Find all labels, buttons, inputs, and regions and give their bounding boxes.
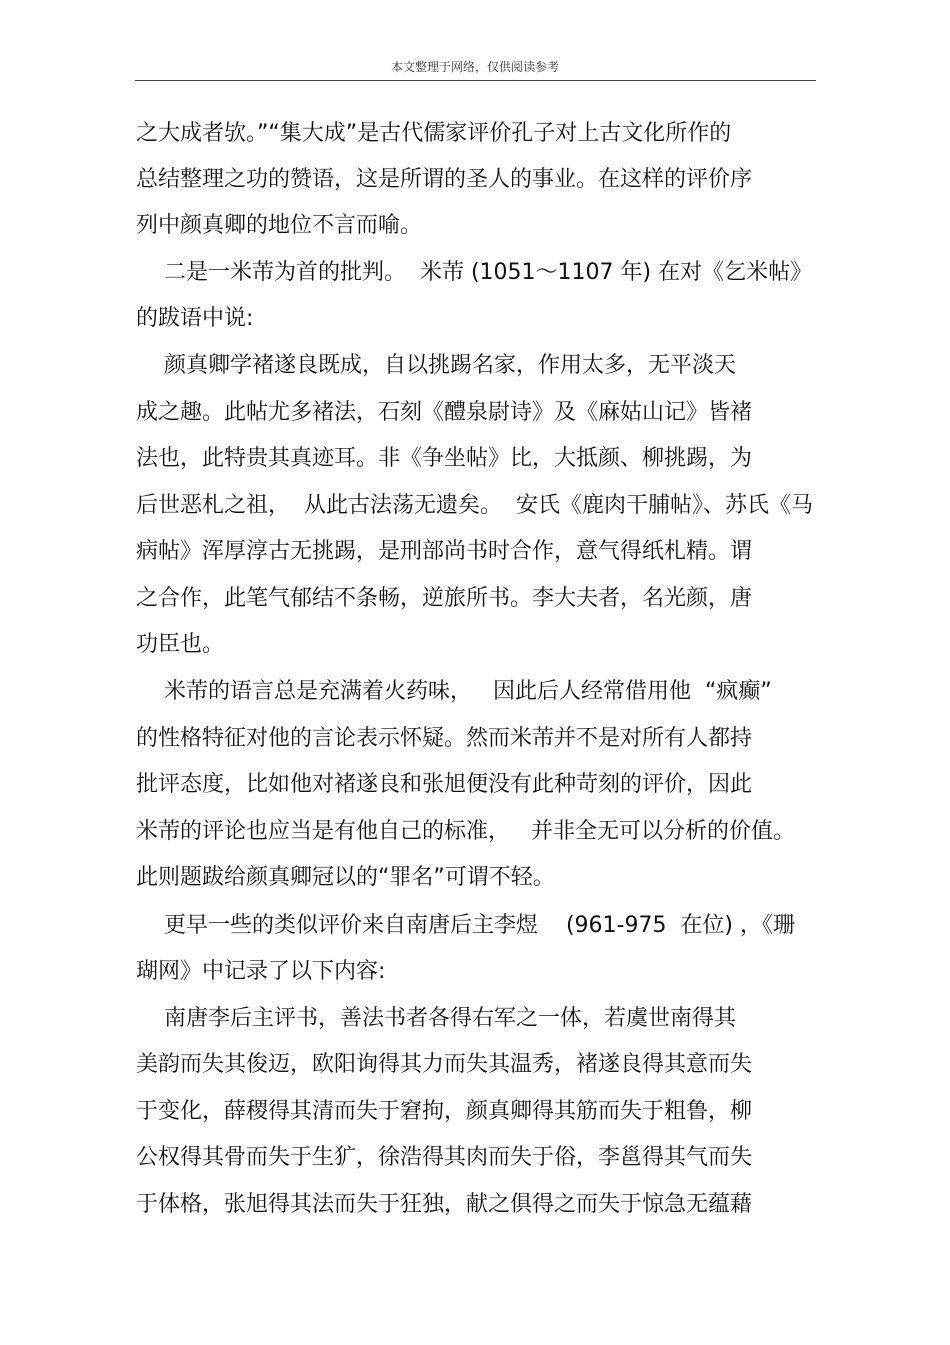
page-header: 本文整理于网络，仅供阅读参考: [390, 60, 559, 74]
text-line: 此则题跋给颜真卿冠以的“罪名”可谓不轻。: [136, 865, 555, 890]
text-line: 列中颜真卿的地位不言而喻。: [136, 213, 423, 238]
text-line: 成之趣。此帖尤多褚法，石刻《醴泉尉诗》及《麻姑山记》皆褚: [136, 400, 753, 425]
text-line: 功臣也。: [136, 632, 225, 657]
text-line: 瑚网》中记录了以下内容:: [136, 959, 386, 984]
text-line: 米芾的语言总是充满着火药味， 因此后人经常借用他 “疯癫”: [136, 679, 772, 704]
text-line: 南唐李后主评书，善法书者各得右军之一体，若虞世南得其: [136, 1006, 736, 1031]
text-line: 颜真卿学褚遂良既成，自以挑踢名家，作用太多，无平淡天: [136, 353, 736, 378]
text-line: 之合作，此笔气郁结不条畅，逆旅所书。李大夫者，名光颜，唐: [136, 586, 753, 611]
header-rule: [135, 80, 816, 81]
text-line: 米芾的评论也应当是有他自己的标准， 并非全无可以分析的价值。: [136, 819, 795, 844]
text-line: 法也，此特贵其真迹耳。非《争坐帖》比，大抵颜、柳挑踢，为: [136, 446, 753, 471]
text-line: 后世恶札之祖， 从此古法荡无遗矣。 安氏《鹿肉干脯帖》、苏氏《马: [136, 493, 813, 518]
text-line: 批评态度，比如他对褚遂良和张旭便没有此种苛刻的评价，因此: [136, 772, 753, 797]
text-line: 公权得其骨而失于生犷，徐浩得其肉而失于俗，李邕得其气而失: [136, 1145, 753, 1170]
text-line: 的性格特征对他的言论表示怀疑。然而米芾并不是对所有人都持: [136, 726, 753, 751]
text-line: 之大成者欤。”“集大成”是古代儒家评价孔子对上古文化所作的: [136, 121, 732, 146]
text-line: 的跋语中说:: [136, 306, 254, 331]
text-line: 更早一些的类似评价来自南唐后主李煜 (961-975 在位) ，《珊: [136, 913, 796, 938]
text-line: 于体格，张旭得其法而失于狂独，献之俱得之而失于惊急无蕴藉: [136, 1192, 753, 1217]
text-line: 二是一米芾为首的批判。 米芾 (1051～1107 年) 在对《乞米帖》: [136, 260, 813, 285]
text-line: 总结整理之功的赞语，这是所谓的圣人的事业。在这样的评价序: [136, 167, 753, 192]
text-line: 于变化，薛稷得其清而失于窘拘，颜真卿得其筋而失于粗鲁，柳: [136, 1099, 753, 1124]
text-line: 美韵而失其俊迈，欧阳询得其力而失其温秀，褚遂良得其意而失: [136, 1052, 753, 1077]
text-line: 病帖》浑厚淳古无挑踢，是刑部尚书时合作，意气得纸札精。谓: [136, 539, 753, 564]
